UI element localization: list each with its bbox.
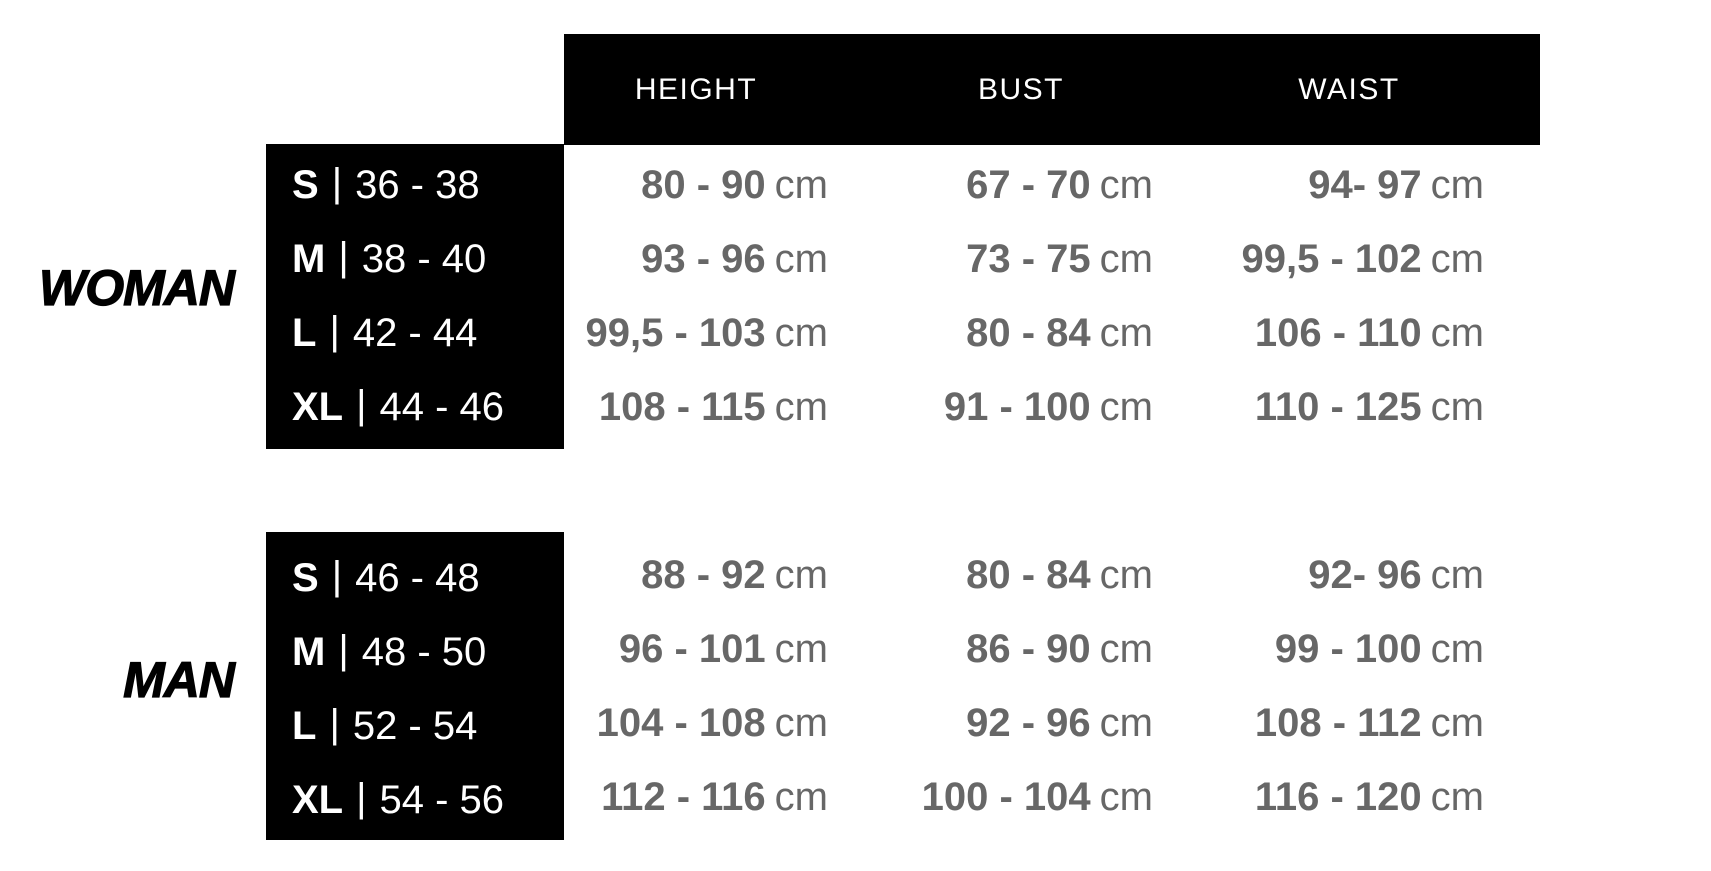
man-l-height	[564, 686, 828, 760]
woman-l-waist	[1214, 296, 1484, 370]
size-range: 54 - 56	[379, 777, 505, 822]
section-label-woman: WOMAN	[39, 260, 234, 316]
man-s-waist	[1214, 538, 1484, 612]
value: 96 - 101	[618, 626, 766, 671]
man-size-row-m	[266, 615, 564, 689]
size-separator: |	[329, 308, 340, 353]
man-l-bust	[889, 686, 1153, 760]
unit: cm	[774, 700, 828, 745]
size-separator: |	[356, 775, 367, 820]
value: 80 - 84	[966, 552, 1091, 597]
column-header-height: HEIGHT	[634, 72, 758, 106]
man-values-grid	[564, 538, 1484, 834]
woman-size-row-l	[266, 296, 564, 370]
size-separator: |	[331, 553, 343, 598]
value: 99,5 - 102	[1241, 236, 1422, 281]
unit: cm	[1099, 552, 1153, 597]
woman-s-height	[564, 148, 828, 222]
size-range: 36 - 38	[355, 162, 480, 207]
woman-xl-height	[564, 370, 828, 444]
unit: cm	[1099, 626, 1153, 671]
woman-l-height	[564, 296, 828, 370]
value: 92 - 96	[966, 700, 1091, 745]
man-size-row-l	[266, 689, 564, 763]
size-letter: L	[292, 703, 317, 748]
value: 93 - 96	[641, 236, 766, 281]
unit: cm	[1430, 310, 1484, 355]
size-range: 38 - 40	[361, 236, 487, 281]
column-header-waist: WAIST	[1298, 72, 1400, 106]
value: 88 - 92	[641, 552, 766, 597]
unit: cm	[1430, 162, 1484, 207]
man-s-bust	[889, 538, 1153, 612]
man-m-height	[564, 612, 828, 686]
value: 100 - 104	[921, 774, 1091, 819]
unit: cm	[1099, 700, 1153, 745]
size-letter: M	[292, 629, 326, 674]
size-letter: L	[292, 310, 317, 355]
value: 67 - 70	[966, 162, 1091, 207]
unit: cm	[1430, 626, 1484, 671]
size-letter: XL	[292, 777, 344, 822]
size-letter: S	[292, 162, 319, 207]
woman-xl-bust	[889, 370, 1153, 444]
unit: cm	[1099, 774, 1153, 819]
woman-size-row-xl	[266, 370, 564, 444]
header-grid	[564, 34, 1540, 145]
size-letter: S	[292, 555, 319, 600]
column-header-bust: BUST	[977, 72, 1064, 106]
size-letter: M	[292, 236, 326, 281]
value: 104 - 108	[596, 700, 766, 745]
size-separator: |	[331, 160, 343, 205]
size-range: 52 - 54	[352, 703, 478, 748]
section-label-man: MAN	[123, 652, 234, 708]
value: 110 - 125	[1254, 384, 1422, 429]
man-xl-bust	[889, 760, 1153, 834]
unit: cm	[774, 626, 828, 671]
unit: cm	[1430, 384, 1484, 429]
size-separator: |	[338, 627, 349, 672]
woman-s-waist	[1214, 148, 1484, 222]
size-range: 42 - 44	[352, 310, 478, 355]
unit: cm	[1099, 384, 1153, 429]
unit: cm	[1430, 552, 1484, 597]
unit: cm	[1430, 700, 1484, 745]
man-size-row-xl	[266, 763, 564, 837]
unit: cm	[1099, 162, 1153, 207]
size-range: 48 - 50	[361, 629, 487, 674]
man-l-waist	[1214, 686, 1484, 760]
value: 92- 96	[1308, 552, 1422, 597]
woman-size-row-m	[266, 222, 564, 296]
unit: cm	[774, 384, 828, 429]
man-xl-height	[564, 760, 828, 834]
unit: cm	[1099, 310, 1153, 355]
value: 116 - 120	[1254, 774, 1422, 819]
size-letter: XL	[292, 384, 344, 429]
value: 73 - 75	[966, 236, 1091, 281]
value: 80 - 90	[641, 162, 766, 207]
woman-size-row-s	[266, 148, 564, 222]
value: 99 - 100	[1274, 626, 1422, 671]
size-separator: |	[338, 234, 349, 279]
woman-s-bust	[889, 148, 1153, 222]
woman-m-height	[564, 222, 828, 296]
size-separator: |	[329, 701, 340, 746]
man-s-height	[564, 538, 828, 612]
unit: cm	[774, 162, 828, 207]
unit: cm	[774, 310, 828, 355]
unit: cm	[1430, 236, 1484, 281]
man-m-waist	[1214, 612, 1484, 686]
value: 112 - 116	[601, 774, 766, 819]
unit: cm	[774, 774, 828, 819]
value: 94- 97	[1308, 162, 1422, 207]
unit: cm	[1099, 236, 1153, 281]
man-m-bust	[889, 612, 1153, 686]
man-size-row-s	[266, 541, 564, 615]
unit: cm	[774, 552, 828, 597]
unit: cm	[1430, 774, 1484, 819]
value: 91 - 100	[943, 384, 1091, 429]
value: 86 - 90	[966, 626, 1091, 671]
woman-values-grid	[564, 148, 1484, 444]
value: 99,5 - 103	[585, 310, 766, 355]
size-separator: |	[356, 382, 367, 427]
woman-xl-waist	[1214, 370, 1484, 444]
value: 106 - 110	[1254, 310, 1422, 355]
size-range: 46 - 48	[355, 555, 480, 600]
man-size-box	[266, 532, 564, 840]
woman-m-waist	[1214, 222, 1484, 296]
woman-l-bust	[889, 296, 1153, 370]
measurement-header-bar	[564, 34, 1540, 145]
value: 80 - 84	[966, 310, 1091, 355]
man-xl-waist	[1214, 760, 1484, 834]
value: 108 - 112	[1254, 700, 1422, 745]
size-range: 44 - 46	[379, 384, 505, 429]
value: 108 - 115	[598, 384, 766, 429]
unit: cm	[774, 236, 828, 281]
woman-m-bust	[889, 222, 1153, 296]
woman-size-box	[266, 144, 564, 449]
